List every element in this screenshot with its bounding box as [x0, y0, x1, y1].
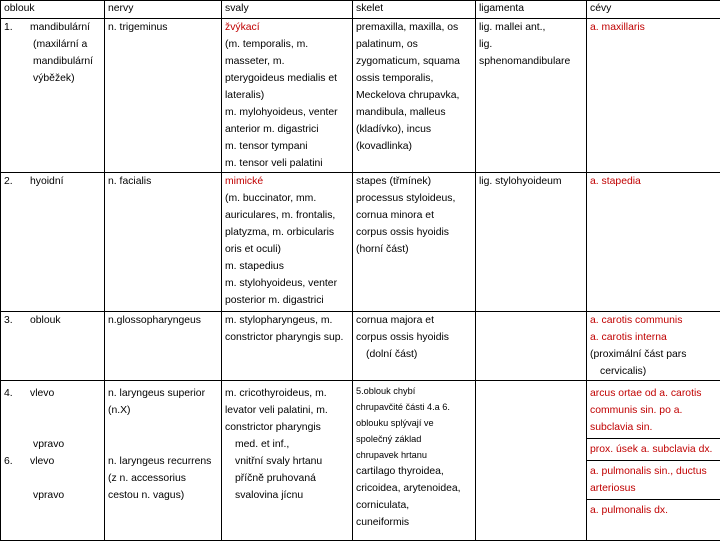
divider	[587, 460, 720, 461]
row2-svaly-line: m. stapedius	[225, 258, 350, 275]
row2-svaly-line: platyzma, m. orbicularis	[225, 224, 350, 241]
row4-cevy-line: subclavia sin.	[590, 419, 718, 436]
row6-cevy-line: a. pulmonalis dx.	[590, 502, 718, 519]
row2-svaly-line: posterior m. digastrici	[225, 292, 350, 309]
header-row	[1, 1, 720, 19]
row1-skelet-line: zygomaticum, squama	[356, 53, 473, 70]
row4-nervy-line: n. laryngeus superior	[108, 381, 219, 402]
row4-skelet-line: cuneiformis	[356, 514, 473, 531]
row4-oblouk-cell	[1, 381, 105, 541]
row1-skelet-line: palatinum, os	[356, 36, 473, 53]
row2-number: 2.	[4, 173, 30, 190]
row6-svaly-line: svalovina jícnu	[225, 487, 350, 504]
table-row	[1, 312, 720, 381]
header-cevy: cévy	[587, 1, 720, 19]
row6-nervy-line: n. laryngeus recurrens	[108, 453, 219, 470]
row3-svaly-line: m. stylopharyngeus, m.	[225, 312, 350, 329]
row3-nervy-line: n.glossopharyngeus	[108, 312, 219, 329]
divider	[587, 499, 720, 500]
row1-ligamenta-line: lig. mallei ant.,	[479, 19, 584, 36]
row1-svaly-line: m. tensor tympani	[225, 138, 350, 155]
row1-svaly-line: lateralis)	[225, 87, 350, 104]
row6-nervy-line: (z n. accessorius	[108, 470, 219, 487]
row1-skelet-line: ossis temporalis,	[356, 70, 473, 87]
row1-cevy-line: a. maxillaris	[590, 19, 718, 36]
row2-skelet-line: cornua minora et	[356, 207, 473, 224]
row3-nervy-cell	[105, 312, 222, 381]
row3-cevy-line: a. carotis communis	[590, 312, 718, 329]
row1-oblouk-line: (maxilární a	[4, 36, 102, 53]
row1-nervy-cell	[105, 19, 222, 173]
row2-ligamenta-cell	[476, 173, 587, 312]
row2-cevy-line: a. stapedia	[590, 173, 718, 190]
row2-skelet-line: stapes (třmínek)	[356, 173, 473, 190]
row1-skelet-line: Meckelova chrupavka,	[356, 87, 473, 104]
row1-skelet-line: (kovadlinka)	[356, 138, 473, 155]
row1-cevy-cell	[587, 19, 720, 173]
row6-cevy-line: arteriosus	[590, 480, 718, 497]
row2-svaly-line: (m. buccinator, mm.	[225, 190, 350, 207]
row1-svaly-line: anterior m. digastrici	[225, 121, 350, 138]
row4-skelet-note: oblouku splývají ve	[356, 415, 473, 431]
row6-oblouk-vlevo: vlevo	[30, 456, 54, 467]
row1-svaly-line: pterygoideus medialis et	[225, 70, 350, 87]
row4-cevy-line: arcus ortae od a. carotis	[590, 388, 701, 399]
row6-number: 6.	[4, 453, 30, 470]
row4-oblouk-vpravo: vpravo	[4, 436, 102, 453]
row4-skelet-note: chrupavčité části 4.a 6.	[356, 399, 473, 415]
row4-cevy-line: communis sin. po a.	[590, 402, 718, 419]
row4-skelet-line: cartilago thyroidea,	[356, 463, 473, 480]
row1-skelet-line: premaxilla, maxilla, os	[356, 19, 473, 36]
row1-ligamenta-cell	[476, 19, 587, 173]
header-oblouk: oblouk	[1, 1, 105, 19]
row3-svaly-cell	[222, 312, 353, 381]
row1-svaly-line: (m. temporalis, m.	[225, 36, 350, 53]
row2-ligamenta-line: lig. stylohyoideum	[479, 173, 584, 190]
row3-cevy-line: (proximální část pars	[590, 346, 718, 363]
row2-skelet-line: corpus ossis hyoidis	[356, 224, 473, 241]
row4-number: 4.	[4, 385, 30, 402]
row2-svaly-line: auriculares, m. frontalis,	[225, 207, 350, 224]
row6-cevy-line: a. pulmonalis sin., ductus	[590, 463, 718, 480]
row3-cevy-line: cervicalis)	[590, 363, 718, 380]
row3-skelet-line: cornua majora et	[356, 312, 473, 329]
row3-cevy-cell	[587, 312, 720, 381]
row4-skelet-line: cricoidea, arytenoidea,	[356, 480, 473, 497]
row3-skelet-line: (dolní část)	[356, 346, 473, 363]
header-nervy: nervy	[105, 1, 222, 19]
row2-skelet-line: (horní část)	[356, 241, 473, 258]
row2-skelet-line: processus styloideus,	[356, 190, 473, 207]
row2-nervy-line: n. facialis	[108, 173, 219, 190]
row2-svaly-line: mimické	[225, 173, 350, 190]
row3-svaly-line: constrictor pharyngis sup.	[225, 329, 350, 346]
row1-svaly-line: m. tensor veli palatini	[225, 155, 350, 172]
row4-svaly-line: med. et inf.,	[225, 436, 350, 453]
header-ligamenta: ligamenta	[476, 1, 587, 19]
row2-svaly-line: m. stylohyoideus, venter	[225, 275, 350, 292]
row1-svaly-line: masseter, m.	[225, 53, 350, 70]
divider	[587, 438, 720, 439]
row1-oblouk-cell	[1, 19, 105, 173]
row3-oblouk-line: oblouk	[30, 315, 61, 326]
row4-nervy-line: (n.X)	[108, 402, 219, 419]
row4-oblouk-vlevo: vlevo	[30, 388, 54, 399]
table-row	[1, 19, 720, 173]
row3-skelet-line: corpus ossis hyoidis	[356, 329, 473, 346]
row6-svaly-line: vnitřní svaly hrtanu	[225, 453, 350, 470]
row1-svaly-line: žvýkací	[225, 19, 350, 36]
row3-cevy-line: a. carotis interna	[590, 329, 718, 346]
row4-ligamenta-cell	[476, 381, 587, 541]
row4-svaly-line: levator veli palatini, m.	[225, 402, 350, 419]
row2-svaly-line: oris et oculi)	[225, 241, 350, 258]
row1-skelet-line: (kladívko), incus	[356, 121, 473, 138]
row2-oblouk-line: hyoidní	[30, 176, 64, 187]
row6-oblouk-vpravo: vpravo	[4, 487, 102, 504]
row3-number: 3.	[4, 312, 30, 329]
row3-ligamenta-cell	[476, 312, 587, 381]
row2-svaly-cell	[222, 173, 353, 312]
row1-oblouk-line: mandibulární	[4, 53, 102, 70]
row1-oblouk-line: výběžek)	[4, 70, 102, 87]
row4-svaly-cell	[222, 381, 353, 541]
row1-skelet-cell	[353, 19, 476, 173]
row1-svaly-line: m. mylohyoideus, venter	[225, 104, 350, 121]
row4-svaly-line: m. cricothyroideus, m.	[225, 381, 350, 402]
header-skelet: skelet	[353, 1, 476, 19]
row4-cevy-cell	[587, 381, 720, 541]
row6-nervy-line: cestou n. vagus)	[108, 487, 219, 504]
row1-number: 1.	[4, 19, 30, 36]
row1-ligamenta-line: lig.	[479, 36, 584, 53]
row1-oblouk-line: mandibulární	[30, 22, 90, 33]
row3-skelet-cell	[353, 312, 476, 381]
row4-skelet-note: 5.oblouk chybí	[356, 381, 473, 399]
row4-cevy-line: prox. úsek a. subclavia dx.	[590, 441, 718, 458]
row2-oblouk-cell	[1, 173, 105, 312]
table-row	[1, 173, 720, 312]
row4-svaly-line: constrictor pharyngis	[225, 419, 350, 436]
row2-nervy-cell	[105, 173, 222, 312]
row4-skelet-note: chrupavek hrtanu	[356, 447, 473, 463]
row4-skelet-note: společný základ	[356, 431, 473, 447]
row2-skelet-cell	[353, 173, 476, 312]
row4-nervy-cell	[105, 381, 222, 541]
row2-cevy-cell	[587, 173, 720, 312]
row1-nervy-line: n. trigeminus	[108, 19, 219, 36]
row3-oblouk-cell	[1, 312, 105, 381]
row6-svaly-line: příčně pruhovaná	[225, 470, 350, 487]
header-svaly: svaly	[222, 1, 353, 19]
row1-skelet-line: mandibula, malleus	[356, 104, 473, 121]
table-row	[1, 381, 720, 541]
row1-ligamenta-line: sphenomandibulare	[479, 53, 584, 70]
row4-skelet-cell	[353, 381, 476, 541]
row1-svaly-cell	[222, 19, 353, 173]
row4-skelet-line: corniculata,	[356, 497, 473, 514]
